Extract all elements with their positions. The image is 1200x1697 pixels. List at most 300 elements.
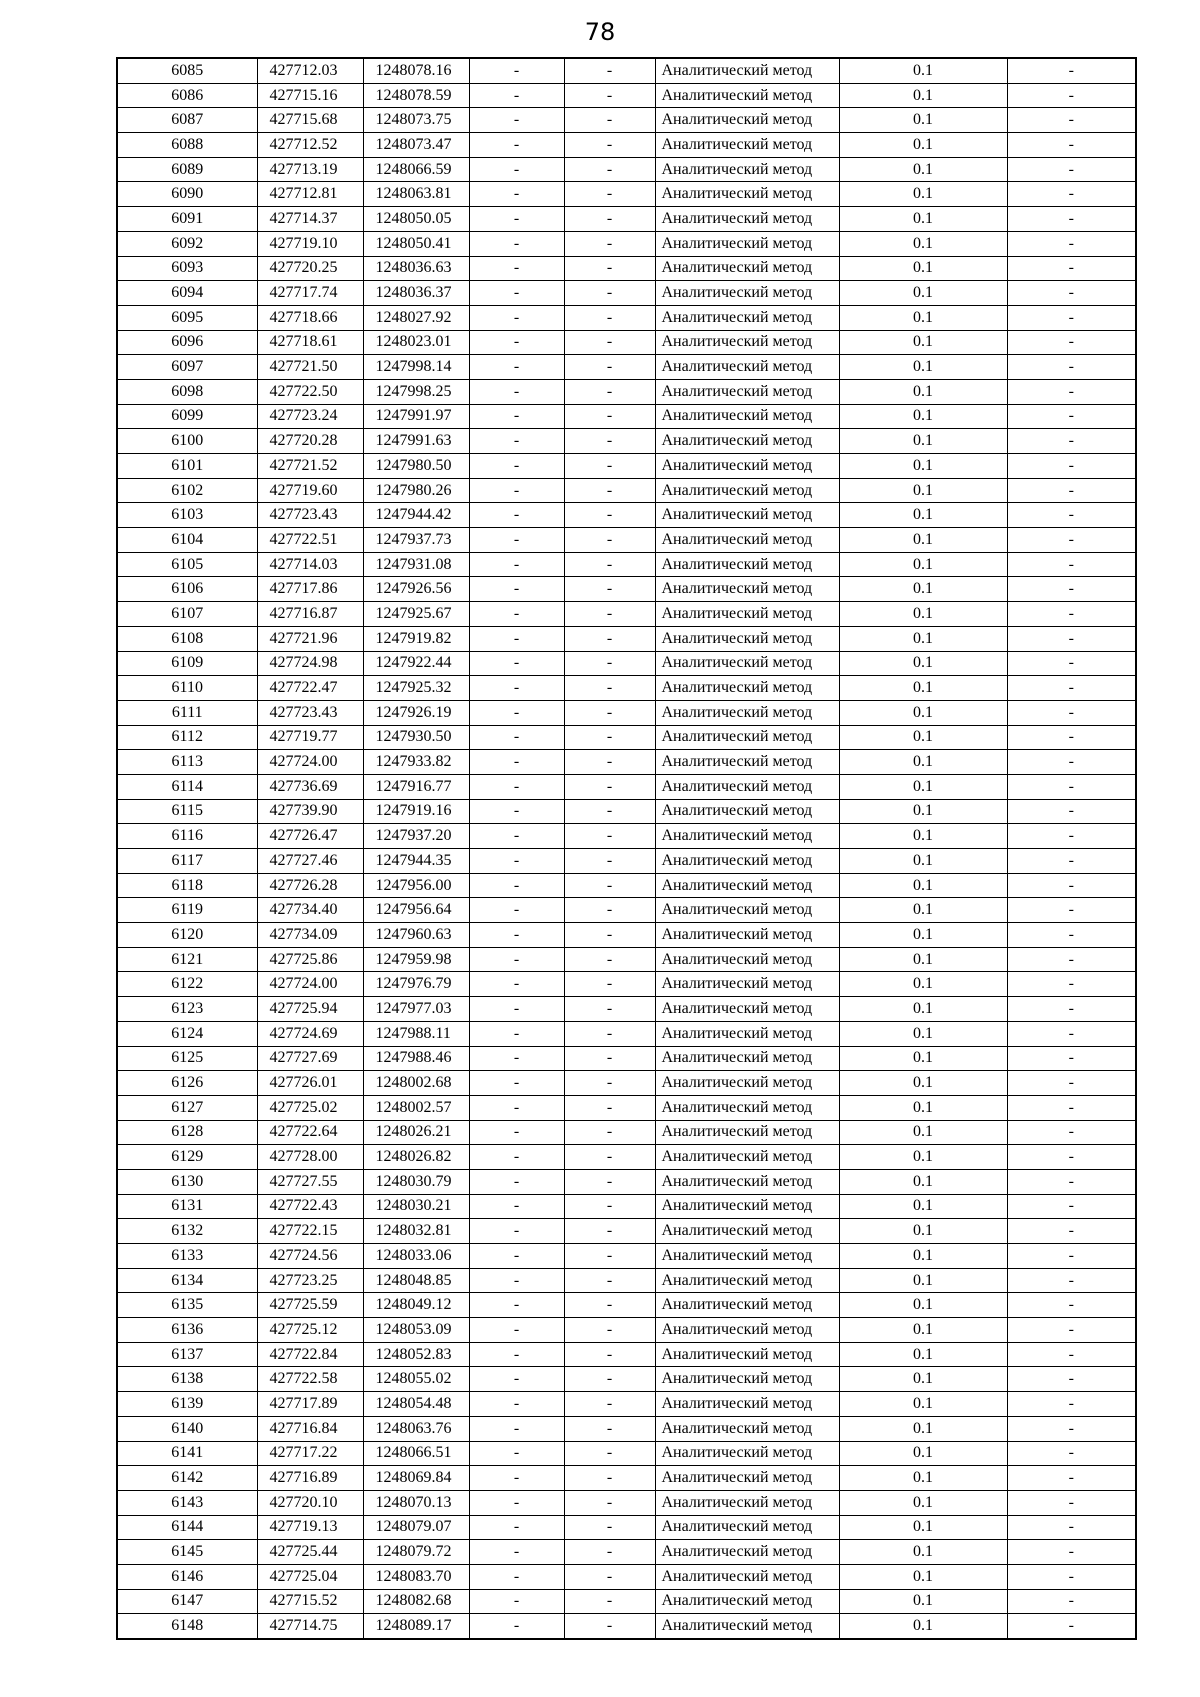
table-row — [117, 429, 1136, 454]
cell-coord-x: 427723.43 — [257, 700, 363, 725]
cell-coord-x: 427728.00 — [257, 1145, 363, 1170]
cell-method: Аналитический метод — [655, 602, 839, 627]
cell-coord-x: 427723.43 — [257, 503, 363, 528]
cell-point-number: 6135 — [117, 1293, 257, 1318]
cell-accuracy: 0.1 — [839, 1120, 1007, 1145]
cell-accuracy: 0.1 — [839, 774, 1007, 799]
cell-col-4: - — [469, 676, 564, 701]
cell-col-8: - — [1007, 626, 1136, 651]
cell-method: Аналитический метод — [655, 58, 839, 83]
table-row — [117, 58, 1136, 83]
cell-col-8: - — [1007, 256, 1136, 281]
cell-coord-y: 1247944.35 — [363, 849, 469, 874]
cell-col-4: - — [469, 799, 564, 824]
cell-col-4: - — [469, 1367, 564, 1392]
cell-method: Аналитический метод — [655, 207, 839, 232]
cell-point-number: 6107 — [117, 602, 257, 627]
cell-method: Аналитический метод — [655, 330, 839, 355]
table-row — [117, 1466, 1136, 1491]
cell-col-5: - — [564, 1367, 655, 1392]
cell-accuracy: 0.1 — [839, 799, 1007, 824]
cell-point-number: 6104 — [117, 528, 257, 553]
cell-coord-x: 427721.96 — [257, 626, 363, 651]
cell-coord-y: 1247988.46 — [363, 1046, 469, 1071]
cell-method: Аналитический метод — [655, 750, 839, 775]
cell-accuracy: 0.1 — [839, 700, 1007, 725]
table-row — [117, 503, 1136, 528]
cell-point-number: 6130 — [117, 1169, 257, 1194]
cell-col-4: - — [469, 429, 564, 454]
cell-point-number: 6085 — [117, 58, 257, 83]
cell-point-number: 6111 — [117, 700, 257, 725]
cell-point-number: 6140 — [117, 1416, 257, 1441]
cell-col-4: - — [469, 379, 564, 404]
cell-col-5: - — [564, 1293, 655, 1318]
cell-accuracy: 0.1 — [839, 1021, 1007, 1046]
cell-method: Аналитический метод — [655, 454, 839, 479]
cell-col-4: - — [469, 1392, 564, 1417]
cell-point-number: 6145 — [117, 1540, 257, 1565]
cell-accuracy: 0.1 — [839, 750, 1007, 775]
cell-coord-y: 1248082.68 — [363, 1589, 469, 1614]
cell-coord-y: 1247925.67 — [363, 602, 469, 627]
cell-col-8: - — [1007, 429, 1136, 454]
cell-col-8: - — [1007, 1268, 1136, 1293]
table-row — [117, 1367, 1136, 1392]
cell-col-4: - — [469, 947, 564, 972]
cell-col-5: - — [564, 750, 655, 775]
table-row — [117, 947, 1136, 972]
cell-col-4: - — [469, 231, 564, 256]
cell-col-5: - — [564, 429, 655, 454]
cell-accuracy: 0.1 — [839, 281, 1007, 306]
cell-coord-x: 427719.77 — [257, 725, 363, 750]
cell-point-number: 6146 — [117, 1564, 257, 1589]
cell-col-5: - — [564, 1120, 655, 1145]
cell-method: Аналитический метод — [655, 404, 839, 429]
cell-coord-x: 427725.04 — [257, 1564, 363, 1589]
cell-coord-y: 1248002.68 — [363, 1071, 469, 1096]
table-row — [117, 1219, 1136, 1244]
cell-point-number: 6129 — [117, 1145, 257, 1170]
cell-method: Аналитический метод — [655, 626, 839, 651]
cell-coord-x: 427717.74 — [257, 281, 363, 306]
cell-col-8: - — [1007, 1318, 1136, 1343]
cell-col-5: - — [564, 1342, 655, 1367]
cell-coord-x: 427721.50 — [257, 355, 363, 380]
cell-coord-x: 427714.03 — [257, 552, 363, 577]
cell-coord-y: 1247960.63 — [363, 923, 469, 948]
cell-coord-y: 1247988.11 — [363, 1021, 469, 1046]
cell-method: Аналитический метод — [655, 281, 839, 306]
cell-method: Аналитический метод — [655, 898, 839, 923]
cell-col-8: - — [1007, 1169, 1136, 1194]
table-row — [117, 231, 1136, 256]
cell-method: Аналитический метод — [655, 799, 839, 824]
cell-coord-y: 1248063.76 — [363, 1416, 469, 1441]
cell-accuracy: 0.1 — [839, 1293, 1007, 1318]
cell-col-5: - — [564, 108, 655, 133]
cell-coord-y: 1248063.81 — [363, 182, 469, 207]
cell-method: Аналитический метод — [655, 1318, 839, 1343]
table-row — [117, 379, 1136, 404]
cell-col-4: - — [469, 1342, 564, 1367]
cell-accuracy: 0.1 — [839, 429, 1007, 454]
cell-accuracy: 0.1 — [839, 1268, 1007, 1293]
cell-accuracy: 0.1 — [839, 1095, 1007, 1120]
cell-coord-x: 427716.87 — [257, 602, 363, 627]
cell-col-4: - — [469, 1540, 564, 1565]
cell-accuracy: 0.1 — [839, 1564, 1007, 1589]
cell-col-5: - — [564, 528, 655, 553]
table-row — [117, 1120, 1136, 1145]
cell-coord-y: 1248049.12 — [363, 1293, 469, 1318]
cell-method: Аналитический метод — [655, 1490, 839, 1515]
cell-coord-x: 427718.66 — [257, 305, 363, 330]
cell-accuracy: 0.1 — [839, 947, 1007, 972]
cell-col-8: - — [1007, 1342, 1136, 1367]
cell-coord-x: 427726.01 — [257, 1071, 363, 1096]
cell-col-4: - — [469, 824, 564, 849]
cell-coord-x: 427739.90 — [257, 799, 363, 824]
table-row — [117, 824, 1136, 849]
cell-coord-y: 1247956.00 — [363, 873, 469, 898]
cell-coord-y: 1247937.73 — [363, 528, 469, 553]
cell-method: Аналитический метод — [655, 824, 839, 849]
cell-coord-x: 427725.44 — [257, 1540, 363, 1565]
table-row — [117, 552, 1136, 577]
cell-accuracy: 0.1 — [839, 379, 1007, 404]
cell-col-8: - — [1007, 1219, 1136, 1244]
cell-col-4: - — [469, 108, 564, 133]
cell-col-8: - — [1007, 1293, 1136, 1318]
page-number: 78 — [584, 18, 616, 46]
table-row — [117, 1490, 1136, 1515]
cell-col-4: - — [469, 133, 564, 158]
cell-accuracy: 0.1 — [839, 305, 1007, 330]
cell-coord-y: 1248073.75 — [363, 108, 469, 133]
cell-col-4: - — [469, 972, 564, 997]
cell-accuracy: 0.1 — [839, 256, 1007, 281]
cell-point-number: 6112 — [117, 725, 257, 750]
cell-method: Аналитический метод — [655, 1095, 839, 1120]
cell-col-5: - — [564, 626, 655, 651]
cell-coord-x: 427719.13 — [257, 1515, 363, 1540]
cell-accuracy: 0.1 — [839, 1342, 1007, 1367]
cell-coord-x: 427723.24 — [257, 404, 363, 429]
cell-col-4: - — [469, 1194, 564, 1219]
cell-method: Аналитический метод — [655, 577, 839, 602]
cell-col-8: - — [1007, 404, 1136, 429]
cell-coord-x: 427714.75 — [257, 1614, 363, 1639]
cell-accuracy: 0.1 — [839, 577, 1007, 602]
cell-point-number: 6138 — [117, 1367, 257, 1392]
cell-col-4: - — [469, 1515, 564, 1540]
cell-method: Аналитический метод — [655, 1466, 839, 1491]
cell-coord-y: 1247991.63 — [363, 429, 469, 454]
cell-point-number: 6137 — [117, 1342, 257, 1367]
cell-accuracy: 0.1 — [839, 1540, 1007, 1565]
cell-col-5: - — [564, 1219, 655, 1244]
cell-col-4: - — [469, 454, 564, 479]
cell-col-4: - — [469, 750, 564, 775]
cell-col-8: - — [1007, 1416, 1136, 1441]
cell-col-8: - — [1007, 1194, 1136, 1219]
cell-coord-x: 427722.43 — [257, 1194, 363, 1219]
cell-col-8: - — [1007, 1071, 1136, 1096]
cell-method: Аналитический метод — [655, 651, 839, 676]
cell-method: Аналитический метод — [655, 849, 839, 874]
cell-accuracy: 0.1 — [839, 108, 1007, 133]
cell-method: Аналитический метод — [655, 676, 839, 701]
cell-coord-x: 427719.60 — [257, 478, 363, 503]
cell-col-5: - — [564, 1095, 655, 1120]
cell-coord-x: 427722.15 — [257, 1219, 363, 1244]
cell-coord-x: 427712.52 — [257, 133, 363, 158]
cell-point-number: 6115 — [117, 799, 257, 824]
cell-accuracy: 0.1 — [839, 651, 1007, 676]
cell-col-5: - — [564, 1145, 655, 1170]
cell-col-8: - — [1007, 1392, 1136, 1417]
cell-method: Аналитический метод — [655, 1342, 839, 1367]
cell-col-4: - — [469, 1095, 564, 1120]
cell-point-number: 6087 — [117, 108, 257, 133]
cell-col-4: - — [469, 355, 564, 380]
cell-accuracy: 0.1 — [839, 602, 1007, 627]
cell-col-8: - — [1007, 923, 1136, 948]
cell-accuracy: 0.1 — [839, 1416, 1007, 1441]
cell-coord-x: 427722.84 — [257, 1342, 363, 1367]
cell-method: Аналитический метод — [655, 1416, 839, 1441]
cell-accuracy: 0.1 — [839, 231, 1007, 256]
cell-point-number: 6133 — [117, 1244, 257, 1269]
cell-col-5: - — [564, 207, 655, 232]
cell-accuracy: 0.1 — [839, 528, 1007, 553]
cell-method: Аналитический метод — [655, 503, 839, 528]
cell-point-number: 6143 — [117, 1490, 257, 1515]
cell-col-8: - — [1007, 700, 1136, 725]
table-row — [117, 182, 1136, 207]
cell-coord-y: 1248079.07 — [363, 1515, 469, 1540]
cell-method: Аналитический метод — [655, 1071, 839, 1096]
cell-col-4: - — [469, 626, 564, 651]
cell-coord-y: 1247980.50 — [363, 454, 469, 479]
cell-accuracy: 0.1 — [839, 1490, 1007, 1515]
cell-point-number: 6095 — [117, 305, 257, 330]
table-row — [117, 1145, 1136, 1170]
cell-col-8: - — [1007, 725, 1136, 750]
cell-col-5: - — [564, 972, 655, 997]
cell-col-4: - — [469, 207, 564, 232]
cell-accuracy: 0.1 — [839, 1219, 1007, 1244]
cell-accuracy: 0.1 — [839, 1614, 1007, 1639]
cell-col-4: - — [469, 157, 564, 182]
cell-method: Аналитический метод — [655, 1293, 839, 1318]
cell-col-5: - — [564, 947, 655, 972]
table-row — [117, 774, 1136, 799]
cell-coord-y: 1248066.59 — [363, 157, 469, 182]
cell-coord-x: 427717.86 — [257, 577, 363, 602]
cell-coord-x: 427724.00 — [257, 750, 363, 775]
cell-method: Аналитический метод — [655, 1169, 839, 1194]
cell-coord-y: 1248050.41 — [363, 231, 469, 256]
cell-col-5: - — [564, 1515, 655, 1540]
cell-col-4: - — [469, 552, 564, 577]
cell-coord-y: 1248050.05 — [363, 207, 469, 232]
cell-col-4: - — [469, 1466, 564, 1491]
cell-point-number: 6117 — [117, 849, 257, 874]
cell-accuracy: 0.1 — [839, 1145, 1007, 1170]
cell-col-5: - — [564, 602, 655, 627]
cell-point-number: 6132 — [117, 1219, 257, 1244]
cell-col-4: - — [469, 774, 564, 799]
cell-col-8: - — [1007, 379, 1136, 404]
cell-coord-x: 427720.28 — [257, 429, 363, 454]
cell-point-number: 6098 — [117, 379, 257, 404]
cell-coord-y: 1248026.82 — [363, 1145, 469, 1170]
cell-coord-x: 427717.22 — [257, 1441, 363, 1466]
cell-col-5: - — [564, 799, 655, 824]
cell-point-number: 6086 — [117, 83, 257, 108]
cell-accuracy: 0.1 — [839, 207, 1007, 232]
cell-coord-y: 1248027.92 — [363, 305, 469, 330]
cell-point-number: 6148 — [117, 1614, 257, 1639]
table-row — [117, 1540, 1136, 1565]
cell-coord-y: 1248078.16 — [363, 58, 469, 83]
cell-coord-y: 1248073.47 — [363, 133, 469, 158]
cell-method: Аналитический метод — [655, 700, 839, 725]
table-row — [117, 305, 1136, 330]
cell-method: Аналитический метод — [655, 379, 839, 404]
table-row — [117, 528, 1136, 553]
cell-coord-y: 1248023.01 — [363, 330, 469, 355]
cell-method: Аналитический метод — [655, 1021, 839, 1046]
cell-col-4: - — [469, 281, 564, 306]
cell-coord-x: 427715.16 — [257, 83, 363, 108]
cell-col-4: - — [469, 1169, 564, 1194]
cell-point-number: 6114 — [117, 774, 257, 799]
cell-coord-x: 427724.98 — [257, 651, 363, 676]
table-row — [117, 799, 1136, 824]
cell-col-8: - — [1007, 947, 1136, 972]
cell-accuracy: 0.1 — [839, 1466, 1007, 1491]
table-row — [117, 1293, 1136, 1318]
cell-col-8: - — [1007, 1490, 1136, 1515]
coordinates-table — [116, 57, 1137, 1640]
cell-col-8: - — [1007, 355, 1136, 380]
cell-accuracy: 0.1 — [839, 182, 1007, 207]
table-row — [117, 1046, 1136, 1071]
cell-coord-x: 427716.89 — [257, 1466, 363, 1491]
cell-point-number: 6121 — [117, 947, 257, 972]
cell-col-4: - — [469, 528, 564, 553]
cell-col-5: - — [564, 552, 655, 577]
cell-col-5: - — [564, 379, 655, 404]
cell-accuracy: 0.1 — [839, 1367, 1007, 1392]
cell-col-8: - — [1007, 1466, 1136, 1491]
cell-accuracy: 0.1 — [839, 972, 1007, 997]
cell-col-5: - — [564, 1071, 655, 1096]
cell-coord-y: 1248066.51 — [363, 1441, 469, 1466]
cell-point-number: 6090 — [117, 182, 257, 207]
cell-coord-y: 1247976.79 — [363, 972, 469, 997]
cell-coord-y: 1248030.79 — [363, 1169, 469, 1194]
cell-col-4: - — [469, 700, 564, 725]
cell-method: Аналитический метод — [655, 873, 839, 898]
cell-col-4: - — [469, 923, 564, 948]
cell-col-8: - — [1007, 676, 1136, 701]
table-row — [117, 1268, 1136, 1293]
cell-coord-y: 1248055.02 — [363, 1367, 469, 1392]
cell-col-5: - — [564, 503, 655, 528]
cell-col-4: - — [469, 1071, 564, 1096]
cell-col-8: - — [1007, 157, 1136, 182]
cell-coord-x: 427720.10 — [257, 1490, 363, 1515]
cell-coord-x: 427722.64 — [257, 1120, 363, 1145]
cell-col-4: - — [469, 1614, 564, 1639]
cell-col-8: - — [1007, 552, 1136, 577]
cell-col-5: - — [564, 1466, 655, 1491]
cell-coord-x: 427727.55 — [257, 1169, 363, 1194]
cell-point-number: 6108 — [117, 626, 257, 651]
cell-col-5: - — [564, 355, 655, 380]
cell-coord-x: 427724.69 — [257, 1021, 363, 1046]
cell-col-4: - — [469, 1145, 564, 1170]
cell-point-number: 6119 — [117, 898, 257, 923]
cell-method: Аналитический метод — [655, 1194, 839, 1219]
table-row — [117, 1194, 1136, 1219]
cell-coord-y: 1247925.32 — [363, 676, 469, 701]
cell-coord-y: 1247959.98 — [363, 947, 469, 972]
cell-col-5: - — [564, 1564, 655, 1589]
cell-coord-x: 427724.00 — [257, 972, 363, 997]
cell-coord-x: 427734.40 — [257, 898, 363, 923]
cell-method: Аналитический метод — [655, 1564, 839, 1589]
cell-col-5: - — [564, 774, 655, 799]
cell-method: Аналитический метод — [655, 256, 839, 281]
cell-col-4: - — [469, 1318, 564, 1343]
cell-accuracy: 0.1 — [839, 355, 1007, 380]
table-row — [117, 898, 1136, 923]
cell-coord-x: 427715.68 — [257, 108, 363, 133]
cell-coord-x: 427736.69 — [257, 774, 363, 799]
cell-coord-x: 427722.51 — [257, 528, 363, 553]
cell-coord-y: 1248030.21 — [363, 1194, 469, 1219]
cell-col-4: - — [469, 725, 564, 750]
cell-col-4: - — [469, 503, 564, 528]
cell-coord-y: 1247937.20 — [363, 824, 469, 849]
cell-col-5: - — [564, 1021, 655, 1046]
cell-point-number: 6105 — [117, 552, 257, 577]
cell-col-5: - — [564, 997, 655, 1022]
cell-accuracy: 0.1 — [839, 478, 1007, 503]
cell-col-8: - — [1007, 182, 1136, 207]
cell-accuracy: 0.1 — [839, 824, 1007, 849]
cell-col-8: - — [1007, 1441, 1136, 1466]
cell-accuracy: 0.1 — [839, 133, 1007, 158]
table-row — [117, 873, 1136, 898]
table-row — [117, 133, 1136, 158]
cell-col-4: - — [469, 577, 564, 602]
table-row — [117, 108, 1136, 133]
cell-coord-y: 1247926.19 — [363, 700, 469, 725]
cell-coord-y: 1248036.63 — [363, 256, 469, 281]
cell-coord-x: 427713.19 — [257, 157, 363, 182]
cell-point-number: 6092 — [117, 231, 257, 256]
cell-coord-x: 427717.89 — [257, 1392, 363, 1417]
cell-method: Аналитический метод — [655, 478, 839, 503]
cell-accuracy: 0.1 — [839, 898, 1007, 923]
